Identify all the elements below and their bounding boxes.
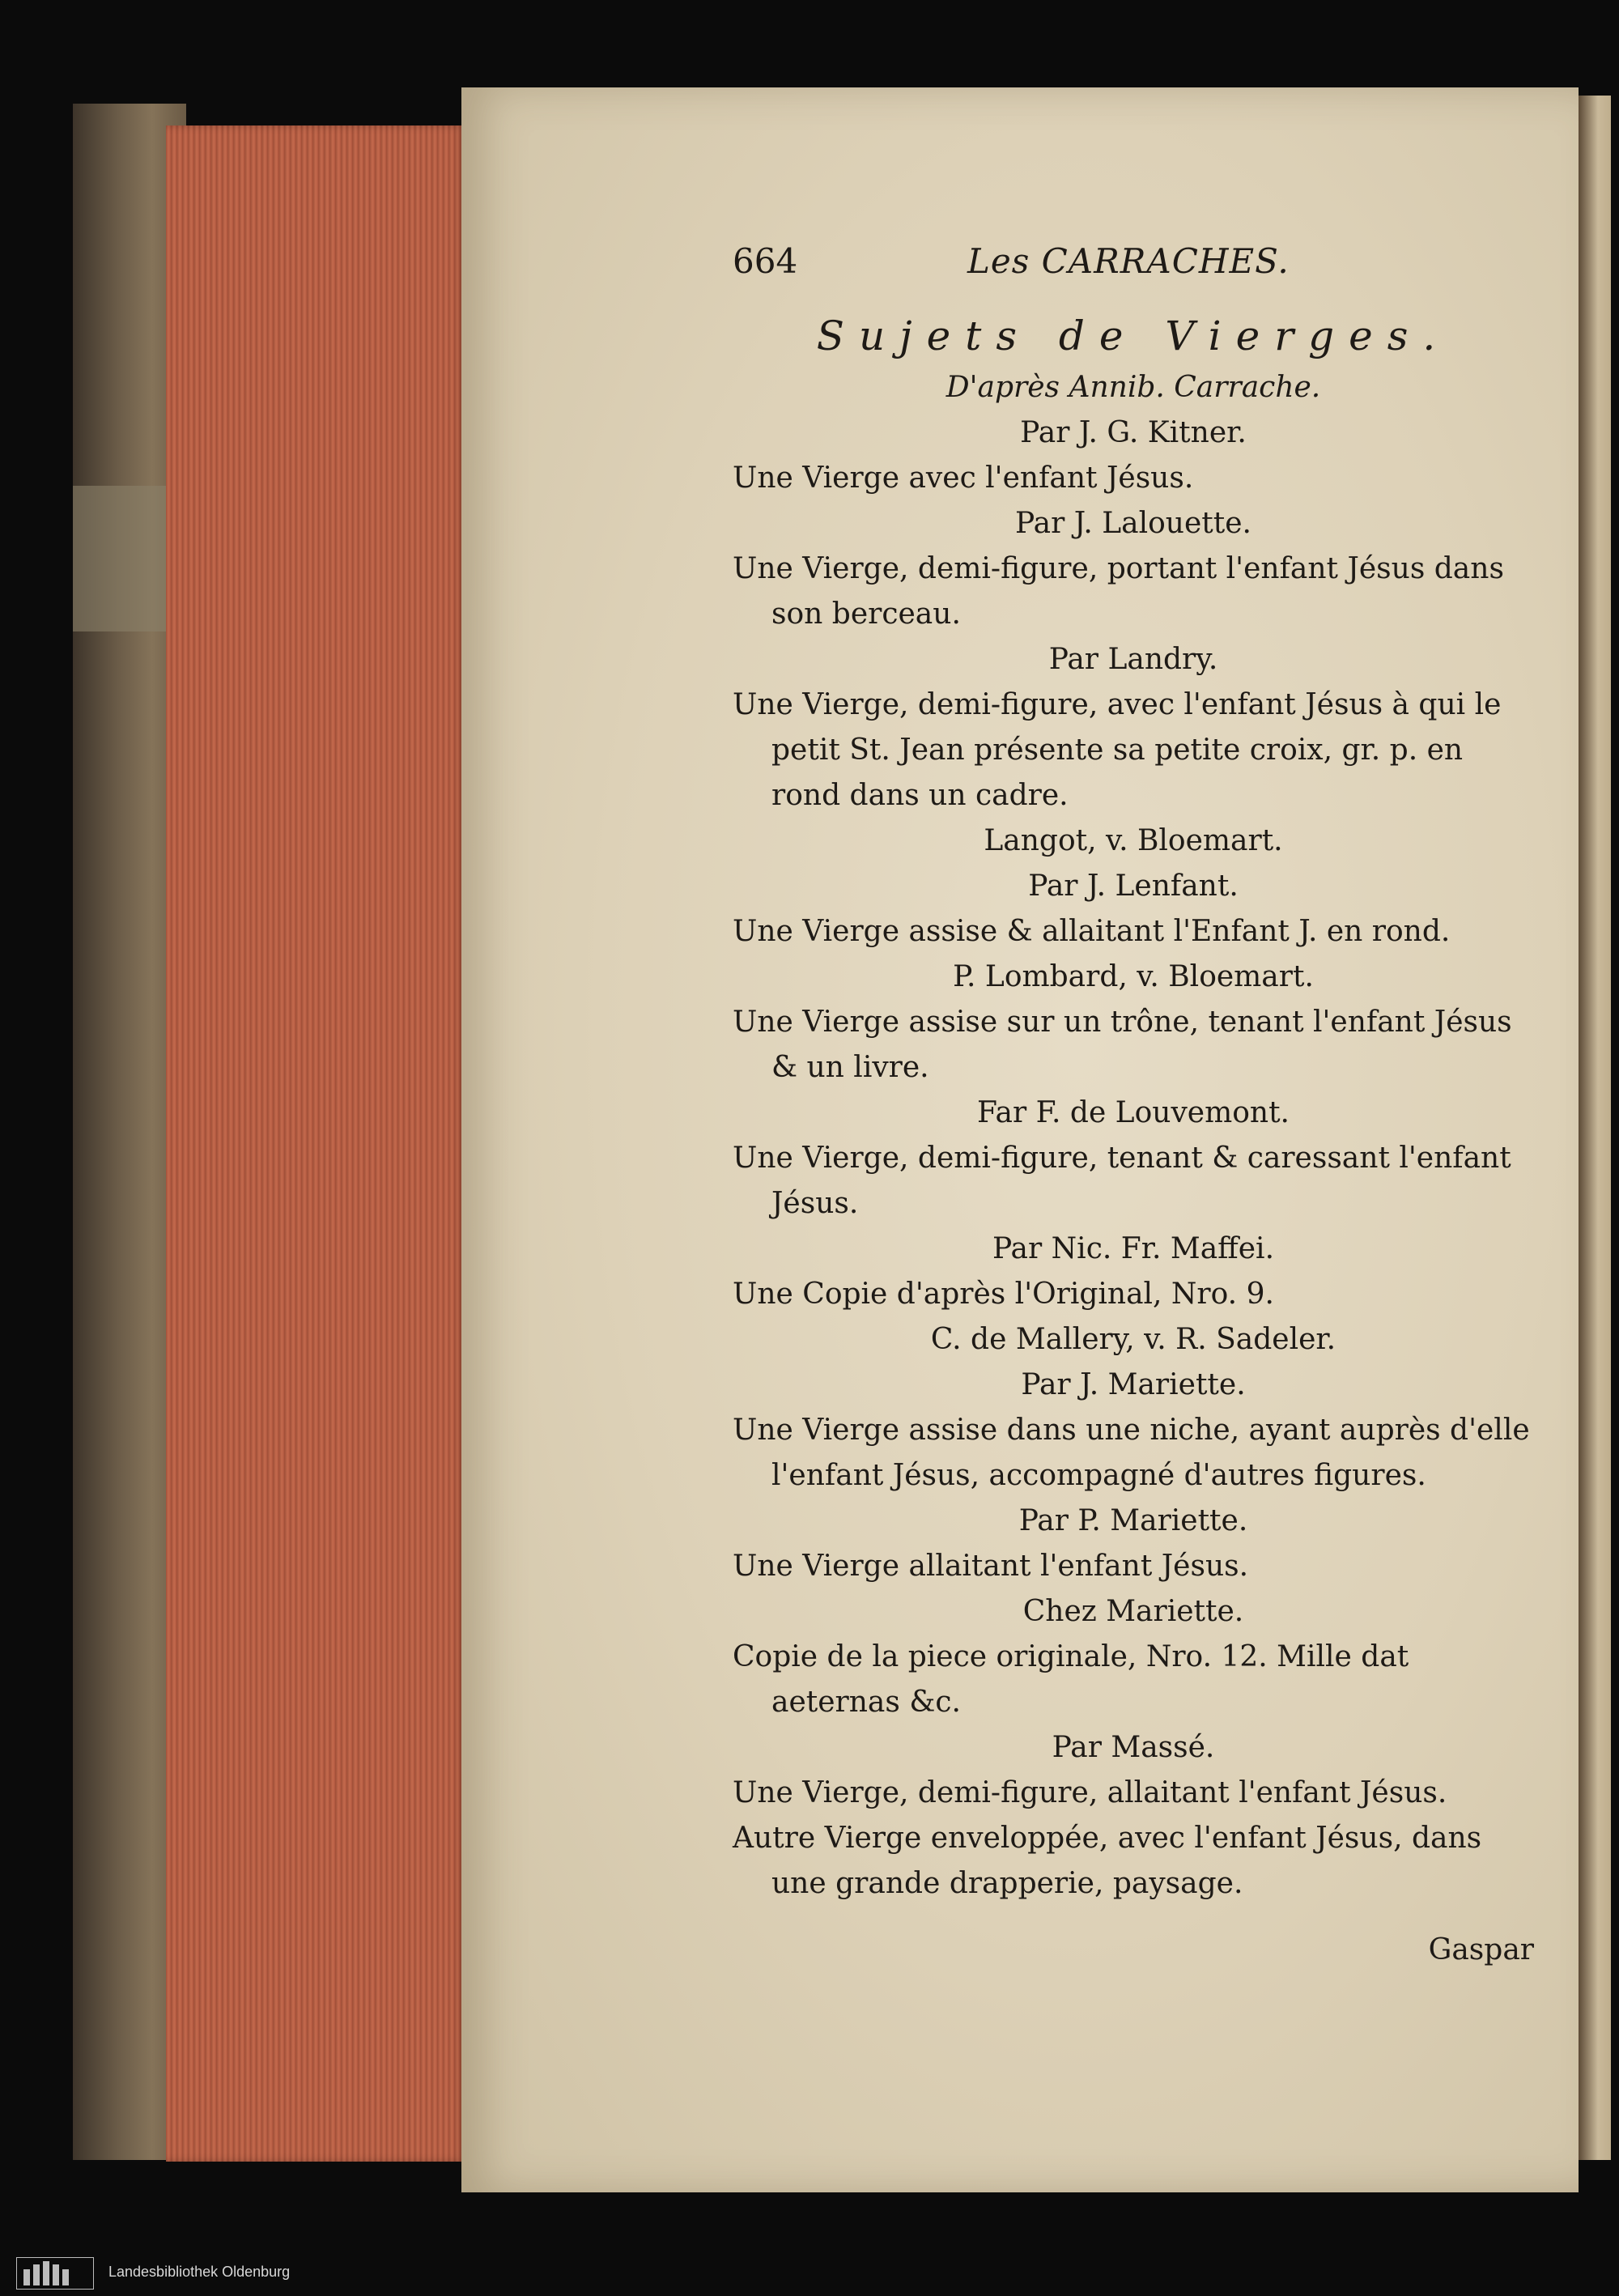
engraver-heading: Par Massé. (1052, 1731, 1215, 1764)
entry: Une Vierge allaitant l'enfant Jésus. (733, 1550, 1249, 1583)
spine-label-patch (73, 486, 178, 631)
engraver-heading: P. Lombard, v. Bloemart. (953, 960, 1314, 993)
engraver-heading: Langot, v. Bloemart. (984, 824, 1283, 857)
entry: Une Vierge assise & allaitant l'Enfant J. en rond. (733, 915, 1451, 948)
entry: Autre Vierge enveloppée, avec l'enfant Jésus, dans une grande drapperie, paysage. (733, 1822, 1482, 1900)
engraver-block (733, 1091, 1534, 1227)
attribution: D'après Annib. Carrache. (945, 371, 1321, 404)
engraver-block (733, 1317, 1534, 1363)
facing-page-edge (1579, 96, 1611, 2160)
engraver-heading: Par J. Lenfant. (1028, 870, 1239, 903)
running-title: Les CARRACHES. (967, 241, 1290, 281)
page-number: 664 (733, 241, 798, 281)
engraver-block (733, 1499, 1534, 1589)
engraver-block (733, 1363, 1534, 1499)
engraver-heading: Far F. de Louvemont. (976, 1096, 1290, 1129)
engraver-heading: Par Landry. (1048, 643, 1218, 676)
engraver-block (733, 1589, 1534, 1725)
catchword: Gaspar (1428, 1933, 1534, 1966)
entry: Copie de la piece originale, Nro. 12. Mille dat aeternas &c. (733, 1640, 1409, 1719)
engraver-heading: Par P. Mariette. (1018, 1504, 1248, 1537)
engraver-block (733, 818, 1534, 864)
engraver-block (733, 410, 1534, 501)
entry: Une Vierge, demi-figure, allaitant l'enfant Jésus. (733, 1776, 1447, 1809)
engraver-heading: C. de Mallery, v. R. Sadeler. (930, 1323, 1336, 1356)
running-head (733, 239, 1534, 289)
footer-bar (0, 2251, 1619, 2296)
library-logo-icon (16, 2257, 94, 2290)
entry: Une Copie d'après l'Original, Nro. 9. (733, 1278, 1274, 1311)
engraver-heading: Chez Mariette. (1022, 1595, 1244, 1628)
entry: Une Vierge assise dans une niche, ayant auprès d'elle l'enfant Jésus, accompagné d'autres figures. (733, 1414, 1530, 1492)
engraver-heading: Par J. G. Kitner. (1020, 416, 1247, 449)
entry: Une Vierge assise sur un trône, tenant l'enfant Jésus & un livre. (733, 1006, 1512, 1084)
page-text (733, 239, 1534, 1973)
entry: Une Vierge, demi-figure, tenant & caressant l'enfant Jésus. (733, 1142, 1511, 1220)
section-title: Sujets de Vierges. (816, 313, 1451, 359)
engraver-block (733, 637, 1534, 818)
entry: Une Vierge, demi-figure, portant l'enfant Jésus dans son berceau. (733, 552, 1504, 631)
library-name: Landesbibliothek Oldenburg (108, 2264, 291, 2280)
engraver-block (733, 955, 1534, 1091)
entry: Une Vierge avec l'enfant Jésus. (733, 461, 1194, 495)
engraver-heading: Par J. Lalouette. (1015, 507, 1251, 540)
engraver-block (733, 1227, 1534, 1317)
engraver-heading: Par Nic. Fr. Maffei. (992, 1232, 1275, 1265)
engraver-block (733, 1725, 1534, 1907)
entry: Une Vierge, demi-figure, avec l'enfant Jésus à qui le petit St. Jean présente sa petite croix, gr. p. en rond dans un cadre. (733, 688, 1502, 812)
engraver-block (733, 864, 1534, 955)
engraver-heading: Par J. Mariette. (1021, 1368, 1246, 1401)
page-edges (166, 125, 465, 2162)
engraver-block (733, 501, 1534, 637)
